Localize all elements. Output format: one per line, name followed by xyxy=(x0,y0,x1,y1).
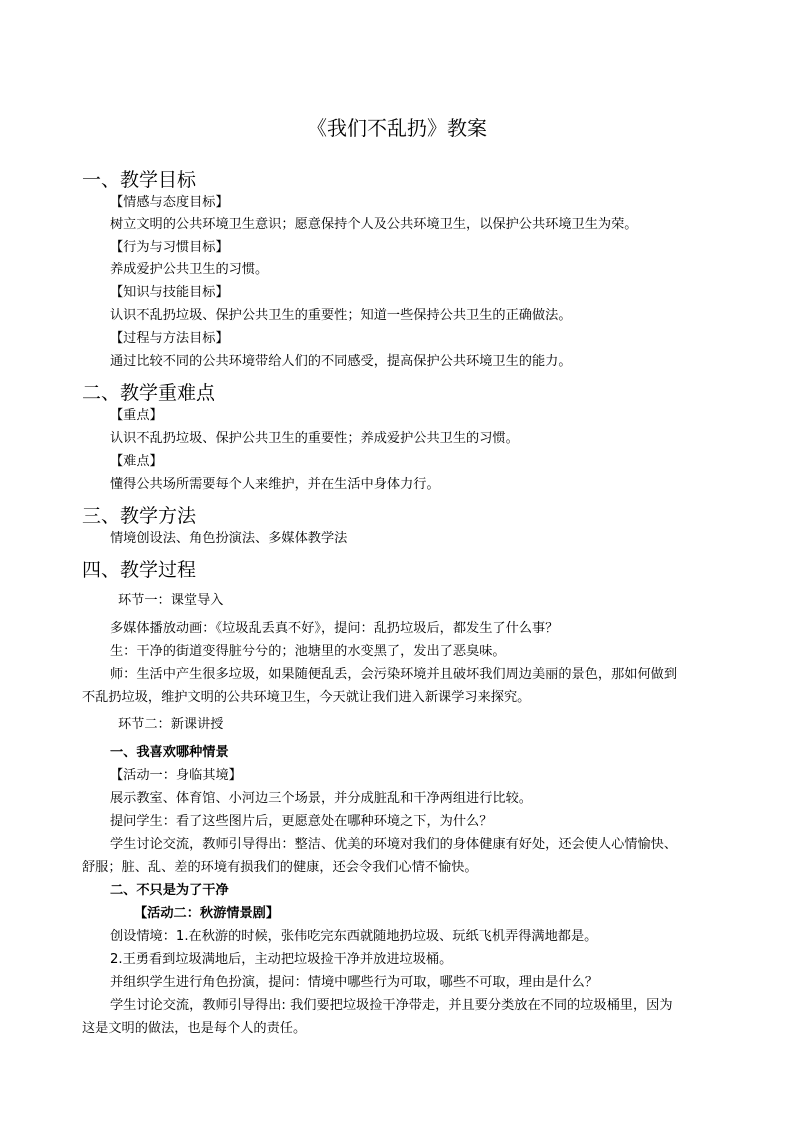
section-heading-objectives: 一、教学目标 xyxy=(82,169,197,191)
key-point-text: 认识不乱扔垃圾、保护公共卫生的重要性；养成爱护公共卫生的习惯。 xyxy=(110,431,519,446)
paragraph-continuation: 这是文明的做法，也是每个人的责任。 xyxy=(82,1021,307,1036)
section-heading-key-points: 二、教学重难点 xyxy=(82,382,216,404)
step-one-heading: 环节一：课堂导入 xyxy=(118,593,224,608)
activity-one-label: 【活动一：身临其境】 xyxy=(110,768,242,783)
objective-text-process: 通过比较不同的公共环境带给人们的不同感受，提高保护公共环境卫生的能力。 xyxy=(110,354,572,369)
paragraph-continuation: 不乱扔垃圾，维护文明的公共环境卫生，今天就让我们进入新课学习来探究。 xyxy=(82,690,531,705)
objective-label-process: 【过程与方法目标】 xyxy=(110,331,229,346)
objective-text-emotion: 树立文明的公共环境卫生意识；愿意保持个人及公共环境卫生，以保护公共环境卫生为荣。 xyxy=(110,217,638,232)
subsection-heading: 二、不只是为了干净 xyxy=(110,883,229,898)
methods-text: 情境创设法、角色扮演法、多媒体教学法 xyxy=(110,531,348,546)
document-title: 《我们不乱扔》教案 xyxy=(307,116,487,140)
section-heading-process: 四、教学过程 xyxy=(82,559,197,581)
paragraph: 2.王勇看到垃圾满地后，主动把垃圾捡干净并放进垃圾桶。 xyxy=(110,952,453,967)
section-heading-methods: 三、教学方法 xyxy=(82,505,197,527)
paragraph: 多媒体播放动画：《垃圾乱丢真不好》，提问：乱扔垃圾后，都发生了什么事？ xyxy=(110,621,559,636)
paragraph-continuation: 舒服；脏、乱、差的环境有损我们的健康，还会令我们心情不愉快。 xyxy=(82,860,478,875)
key-point-label: 【重点】 xyxy=(110,408,163,423)
objective-text-behavior: 养成爱护公共卫生的习惯。 xyxy=(110,262,269,277)
objective-label-behavior: 【行为与习惯目标】 xyxy=(110,240,229,255)
activity-two-label: 【活动二：秋游情景剧】 xyxy=(134,906,280,921)
paragraph: 学生讨论交流，教师引导得出：整洁、优美的环境对我们的身体健康有好处，还会使人心情愉快、 xyxy=(110,837,678,852)
paragraph: 生：干净的街道变得脏兮兮的；池塘里的水变黑了，发出了恶臭味。 xyxy=(110,644,506,659)
paragraph: 学生讨论交流，教师引导得出: 我们要把垃圾捡干净带走，并且要分类放在不同的垃圾桶里，因为 xyxy=(110,998,673,1013)
paragraph: 展示教室、体育馆、小河边三个场景，并分成脏乱和干净两组进行比较。 xyxy=(110,791,532,806)
objective-label-knowledge: 【知识与技能目标】 xyxy=(110,285,229,300)
difficulty-label: 【难点】 xyxy=(110,454,163,469)
objective-text-knowledge: 认识不乱扔垃圾、保护公共卫生的重要性；知道一些保持公共卫生的正确做法。 xyxy=(110,308,572,323)
paragraph: 师：生活中产生很多垃圾，如果随便乱丢，会污染环境并且破坏我们周边美丽的景色，那如何做到 xyxy=(110,667,678,682)
objective-label-emotion: 【情感与态度目标】 xyxy=(110,195,229,210)
difficulty-text: 懂得公共场所需要每个人来维护，并在生活中身体力行。 xyxy=(110,477,440,492)
subsection-heading: 一、我喜欢哪种情景 xyxy=(110,745,229,760)
step-two-heading: 环节二：新课讲授 xyxy=(118,717,224,732)
paragraph: 并组织学生进行角色扮演，提问：情境中哪些行为可取，哪些不可取，理由是什么？ xyxy=(110,975,598,990)
paragraph: 提问学生：看了这些图片后，更愿意处在哪种环境之下，为什么？ xyxy=(110,814,493,829)
paragraph: 创设情境：1.在秋游的时候，张伟吃完东西就随地扔垃圾、玩纸飞机弄得满地都是。 xyxy=(110,929,598,944)
